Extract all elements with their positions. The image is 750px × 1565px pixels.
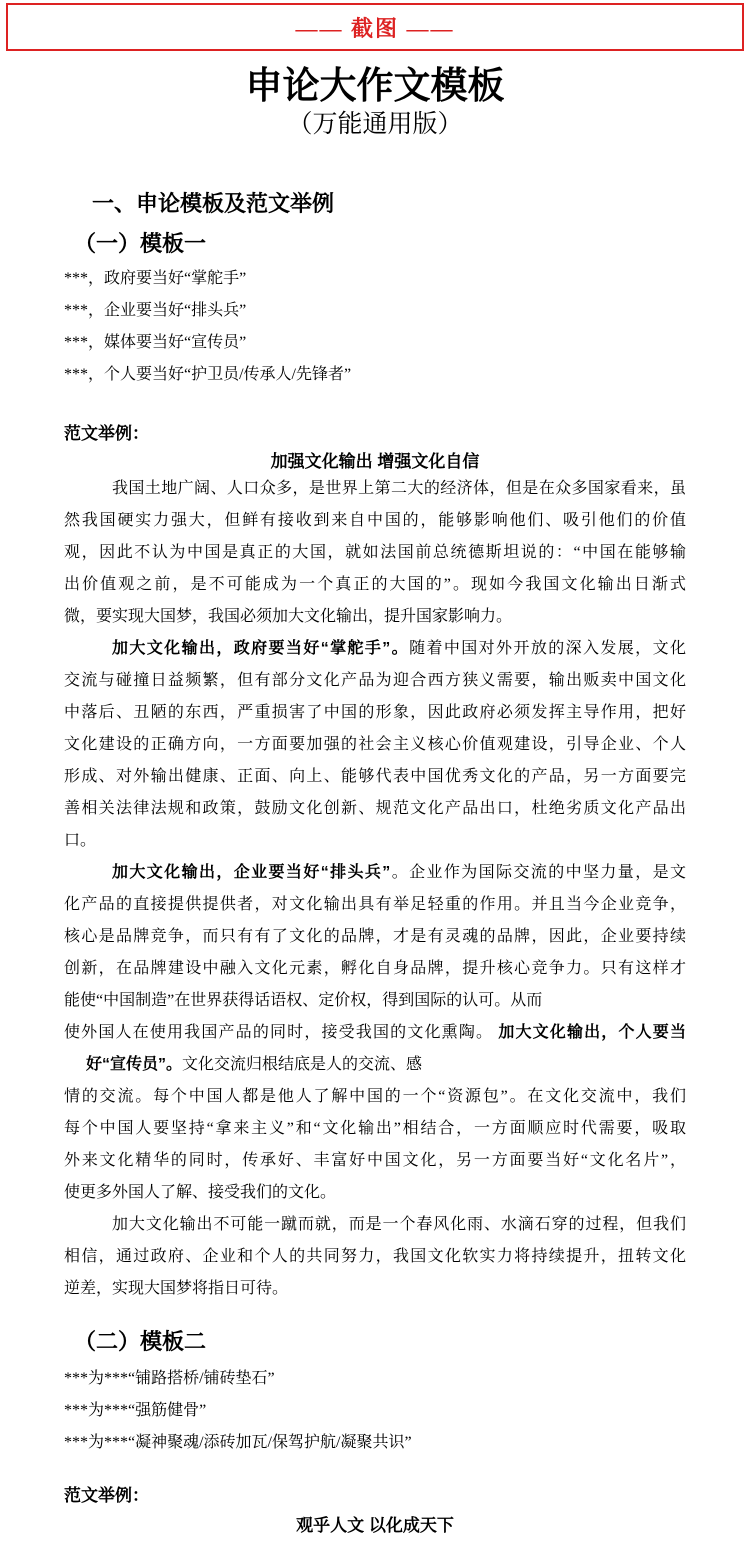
text-line: 核心是品牌竞争，而只有有了文化的品牌，才是有灵魂的品牌，因此，企业要持续 [64,928,686,945]
template-line: ***为***“凝神聚魂/添砖加瓦/保驾护航/凝聚共识” [64,1434,412,1451]
template-lines [64,1363,686,1459]
section-heading: 一、申论模板及范文举例 [92,191,335,216]
text-line: 使更多外国人了解、接受我们的文化。 [64,1184,337,1201]
text-line: 加大文化输出，政府要当好“掌舵手”。随着中国对外开放的深入发展，文化 [112,640,686,657]
text-line: 我国土地广阔、人口众多，是世界上第二大的经济体，但是在众多国家看来，虽 [112,480,686,497]
text-line: 每个中国人要坚持“拿来主义”和“文化输出”相结合，一方面顺应时代需要，吸取 [64,1120,686,1137]
text-line: 加大文化输出不可能一蹴而就，而是一个春风化雨、水滴石穿的过程，但我们 [112,1216,686,1233]
text-line: 交流与碰撞日益频繁，但有部分文化产品为迎合西方狭义需要，输出贩卖中国文化 [64,672,686,689]
text-line: 口。 [64,832,97,849]
text-line: 出价值观之前，是不可能成为一个真正的大国的”。现如今我国文化输出日渐式 [64,576,686,593]
text-line: 加大文化输出，企业要当好“排头兵”。企业作为国际交流的中坚力量，是文 [112,864,686,881]
text-line: 形成、对外输出健康、正面、向上、能够代表中国优秀文化的产品，另一方面要完 [64,768,686,785]
document-body [0,191,750,1537]
subsection-heading: （一）模板一 [74,231,207,256]
text-line: 使外国人在使用我国产品的同时，接受我国的文化熏陶。 加大文化输出，个人要当 [64,1024,686,1041]
text-line: 能使“中国制造”在世界获得话语权、定价权，得到国际的认可。从而 [64,992,543,1009]
text-line: 化产品的直接提供提供者，对文化输出具有举足轻重的作用。并且当今企业竞争， [64,896,686,913]
template-lines [64,263,686,391]
example-label: 范文举例： [64,424,149,443]
paragraph [64,633,686,857]
text-line: 微，要实现大国梦，我国必须加大文化输出，提升国家影响力。 [64,608,513,625]
text-line: 逆差，实现大国梦将指日可待。 [64,1280,289,1297]
text-line: 外来文化精华的同时，传承好、丰富好中国文化，另一方面要当好“文化名片”， [64,1152,686,1169]
template-line: ***，媒体要当好“宣传员” [64,334,247,351]
template-line: ***，企业要当好“排头兵” [64,302,247,319]
template-line: ***，个人要当好“护卫员/传承人/先锋者” [64,366,352,383]
example-label: 范文举例： [64,1486,149,1505]
screenshot-banner-label: —— 截图 —— [295,15,455,41]
screenshot-banner-box [6,3,744,51]
template-line: ***为***“铺路搭桥/铺砖垫石” [64,1370,275,1387]
document-title: 申论大作文模板 [245,66,505,107]
text-line: 善相关法律法规和政策，鼓励文化创新、规范文化产品出口，杜绝劣质文化产品出 [64,800,686,817]
essay-title: 加强文化输出 增强文化自信 [270,452,480,471]
text-line: 然我国硬实力强大，但鲜有接收到来自中国的，能够影响他们、吸引他们的价值 [64,512,686,529]
paragraph [64,1209,686,1305]
subsection-heading: （二）模板二 [74,1329,207,1354]
paragraph [64,857,686,1209]
text-line: 创新，在品牌建设中融入文化元素，孵化自身品牌，提升核心竞争力。只有这样才 [64,960,686,977]
text-line: 情的交流。每个中国人都是他人了解中国的一个“资源包”。在文化交流中，我们 [64,1088,686,1105]
text-line: 中落后、丑陋的东西，严重损害了中国的形象，因此政府必须发挥主导作用，把好 [64,704,686,721]
template-line: ***为***“强筋健骨” [64,1402,207,1419]
document-subtitle: （万能通用版） [287,111,463,138]
text-line: 好“宣传员”。文化交流归根结底是人的交流、感 [86,1056,423,1073]
paragraph [64,473,686,633]
text-line: 相信，通过政府、企业和个人的共同努力，我国文化软实力将持续提升，扭转文化 [64,1248,686,1265]
essay-title: 观乎人文 以化成天下 [296,1516,454,1535]
template-line: ***，政府要当好“掌舵手” [64,270,247,287]
text-line: 文化建设的正确方向，一方面要加强的社会主义核心价值观建设，引导企业、个人 [64,736,686,753]
text-line: 观，因此不认为中国是真正的大国，就如法国前总统德斯坦说的：“中国在能够输 [64,544,686,561]
